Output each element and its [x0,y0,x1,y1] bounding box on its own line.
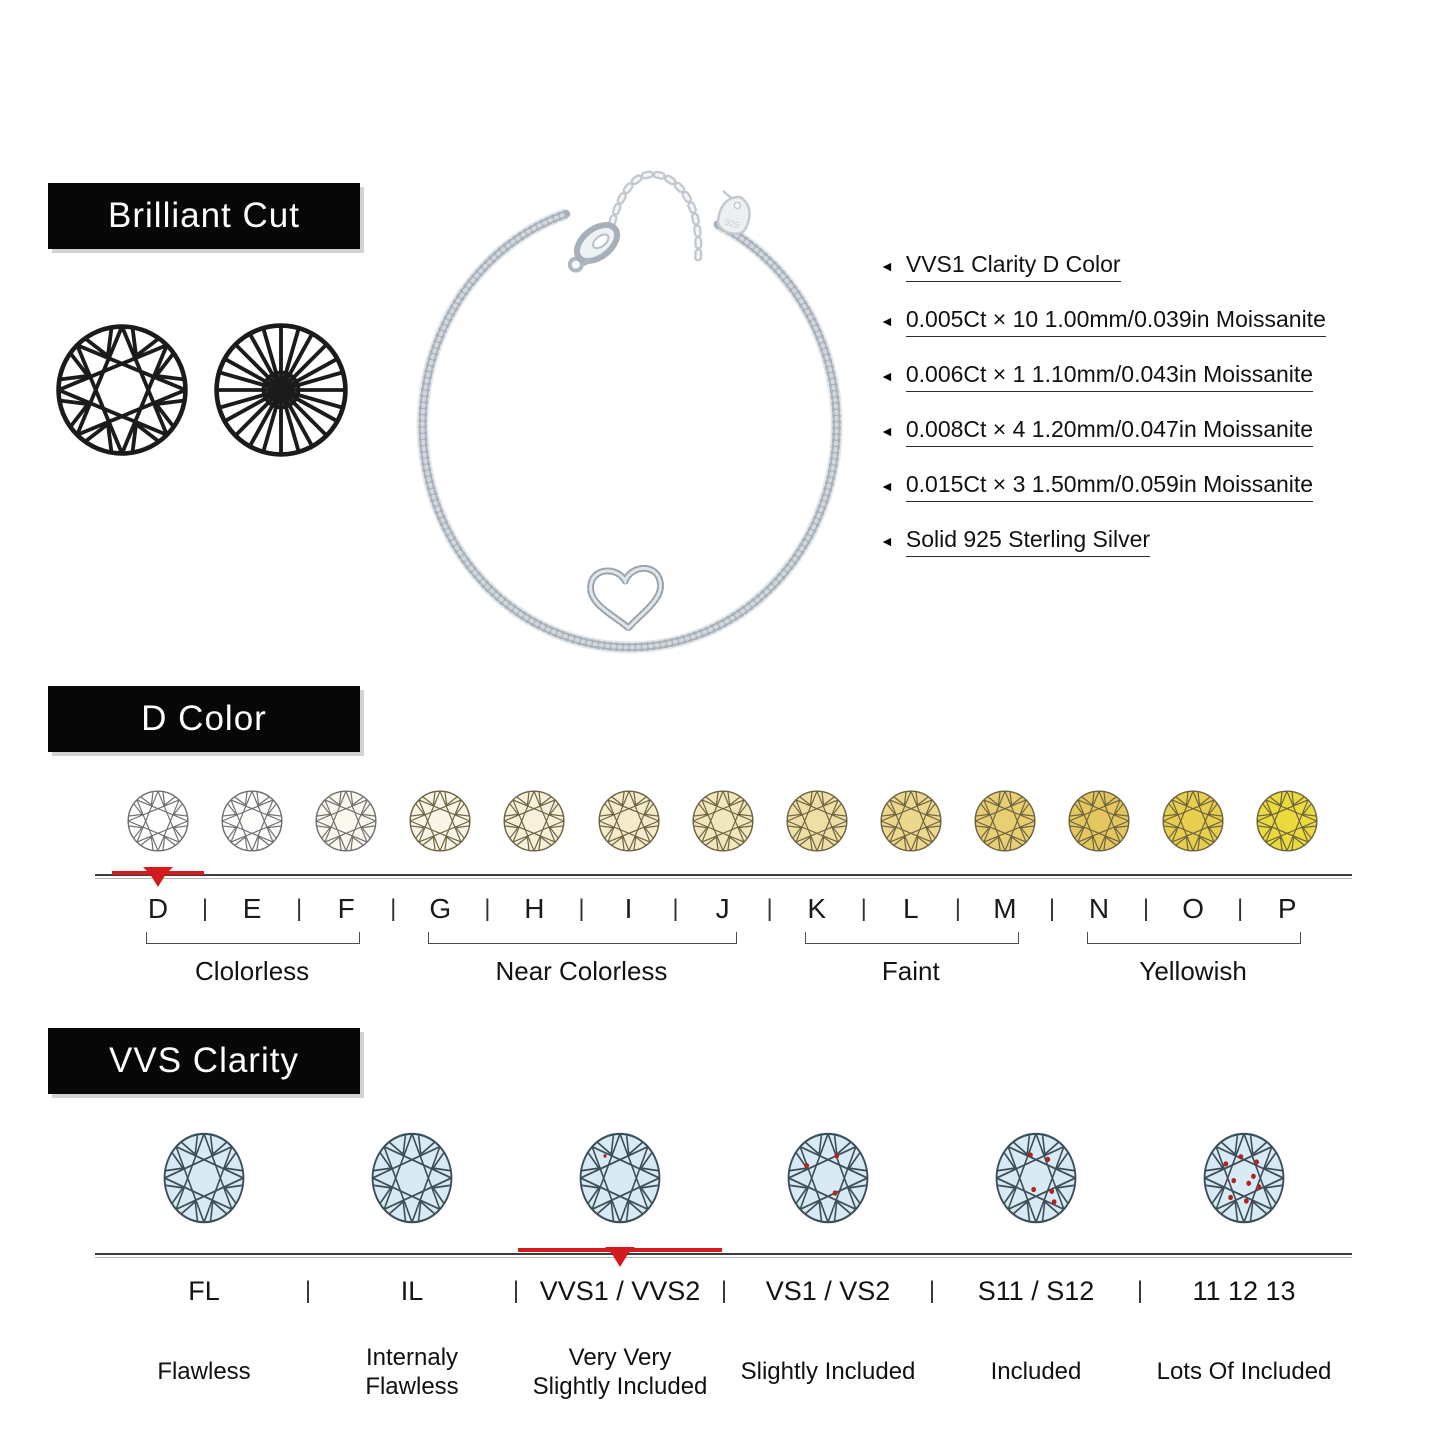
clarity-grade-label-1: IL [400,1276,424,1306]
grade-separator: | [201,895,209,922]
spec-text: 0.005Ct × 10 1.00mm/0.039in Moissanite [906,306,1326,337]
clarity-desc-0 [89,1357,319,1386]
grade-separator: | [954,895,961,922]
bracelet-image [400,155,865,665]
color-gem-H [503,790,565,852]
spec-item-1 [880,306,1415,337]
clarity-separator: | [512,1277,520,1304]
diamond-top-view-diagram [56,324,188,456]
color-marker-diamond [141,862,175,888]
clarity-desc-line: Flawless [157,1358,251,1385]
grade-separator: | [578,895,585,922]
color-grade-P: P [1277,893,1297,924]
group-label-2: Faint [881,956,940,986]
clarity-separator: | [928,1277,936,1304]
clarity-marker-diamond [603,1242,637,1268]
diamond-pavilion-view-diagram [214,323,348,457]
clarity-desc-3 [713,1357,943,1386]
clarity-separator: | [1136,1277,1144,1304]
color-gem-D [127,790,189,852]
grade-separator: | [484,895,491,922]
clarity-scale-line [95,1253,1352,1258]
clarity-grade-label-4: S11 / S12 [977,1276,1095,1306]
section-title-brilliant-cut [48,183,360,249]
spec-item-0 [880,251,1415,282]
color-gem-P [1256,790,1318,852]
color-gem-L [880,790,942,852]
spec-text: 0.015Ct × 3 1.50mm/0.059in Moissanite [906,471,1313,502]
spec-item-3 [880,416,1415,447]
clarity-grade-label-2: VVS1 / VVS2 [539,1276,701,1306]
grade-separator: | [766,895,773,922]
color-gem-N [1068,790,1130,852]
color-gem-I [598,790,660,852]
section-title-vvs-clarity [48,1028,360,1094]
clarity-desc-line: Included [990,1358,1082,1385]
spec-item-5 [880,526,1415,557]
spec-text: 0.006Ct × 1 1.10mm/0.043in Moissanite [906,361,1313,392]
color-grade-J: J [715,893,730,924]
clarity-desc-1 [297,1343,527,1401]
color-grade-I: I [624,893,633,924]
bracelet-chain [423,214,837,647]
grade-separator: | [1237,895,1244,922]
clarity-gem-5 [1203,1132,1285,1224]
clarity-gem-1 [371,1132,453,1224]
grade-separator: | [296,895,303,922]
color-grade-N: N [1088,893,1110,924]
clarity-desc-line: Slightly Included [740,1358,916,1385]
clarity-desc-5 [1129,1357,1359,1386]
brilliant-cut-title-text: Brilliant Cut [108,196,300,235]
color-gem-F [315,790,377,852]
color-grade-D: D [147,893,169,924]
color-gem-K [786,790,848,852]
color-gem-J [692,790,754,852]
color-grade-M: M [993,893,1017,924]
group-label-0: Clolorless [195,956,310,986]
clarity-separator: | [720,1277,728,1304]
left-triangle-icon: ◄ [880,533,894,549]
heart-charm [589,567,663,630]
color-grade-K: K [807,893,827,924]
group-bracket-0 [146,932,360,944]
tag-stamp: 925 [723,216,741,231]
group-bracket-1 [428,932,736,944]
extender-chain [612,174,698,260]
color-scale-line [95,874,1352,879]
group-label-1: Near Colorless [495,956,668,986]
spec-item-2 [880,361,1415,392]
color-gem-E [221,790,283,852]
grade-separator: | [860,895,867,922]
color-grade-O: O [1182,893,1204,924]
color-grade-G: G [429,893,452,924]
section-title-d-color [48,686,360,752]
group-label-3: Yellowish [1139,956,1247,986]
left-triangle-icon: ◄ [880,423,894,439]
grade-separator: | [1048,895,1056,922]
clarity-desc-line: Slightly Included [532,1373,708,1400]
clarity-gem-4 [995,1132,1077,1224]
clarity-desc-2 [505,1343,735,1401]
left-triangle-icon: ◄ [880,258,894,274]
color-grade-L: L [903,893,919,924]
vvs-clarity-title-text: VVS Clarity [109,1041,299,1080]
color-gem-M [974,790,1036,852]
color-gem-G [409,790,471,852]
clarity-desc-4 [921,1357,1151,1386]
clarity-separator: | [304,1277,312,1304]
group-bracket-3 [1087,932,1301,944]
spec-list [880,251,1415,581]
clarity-grade-label-0: FL [188,1276,220,1306]
grade-separator: | [1142,895,1150,922]
clarity-desc-line: Very Very [568,1344,672,1371]
clarity-gem-3 [787,1132,869,1224]
left-triangle-icon: ◄ [880,313,894,329]
clarity-desc-line: Internaly [365,1344,459,1371]
spec-text: 0.008Ct × 4 1.20mm/0.047in Moissanite [906,416,1313,447]
d-color-title-text: D Color [141,699,267,738]
clarity-grade-label-5: 11 12 13 [1192,1276,1296,1306]
grade-separator: | [390,895,397,922]
clarity-grade-label-3: VS1 / VS2 [765,1276,891,1306]
color-grade-F: F [337,893,355,924]
spec-text: Solid 925 Sterling Silver [906,526,1150,557]
clarity-gem-2 [579,1132,661,1224]
clasp [560,218,624,276]
left-triangle-icon: ◄ [880,368,894,384]
grade-separator: | [672,895,679,922]
left-triangle-icon: ◄ [880,478,894,494]
group-bracket-2 [805,932,1019,944]
clarity-desc-line: Flawless [365,1373,459,1400]
spec-text: VVS1 Clarity D Color [906,251,1121,282]
clarity-desc-line: Lots Of Included [1156,1358,1332,1385]
color-grade-E: E [242,893,262,924]
color-grade-H: H [524,893,545,924]
clarity-gem-0 [163,1132,245,1224]
color-gem-O [1162,790,1224,852]
spec-item-4 [880,471,1415,502]
